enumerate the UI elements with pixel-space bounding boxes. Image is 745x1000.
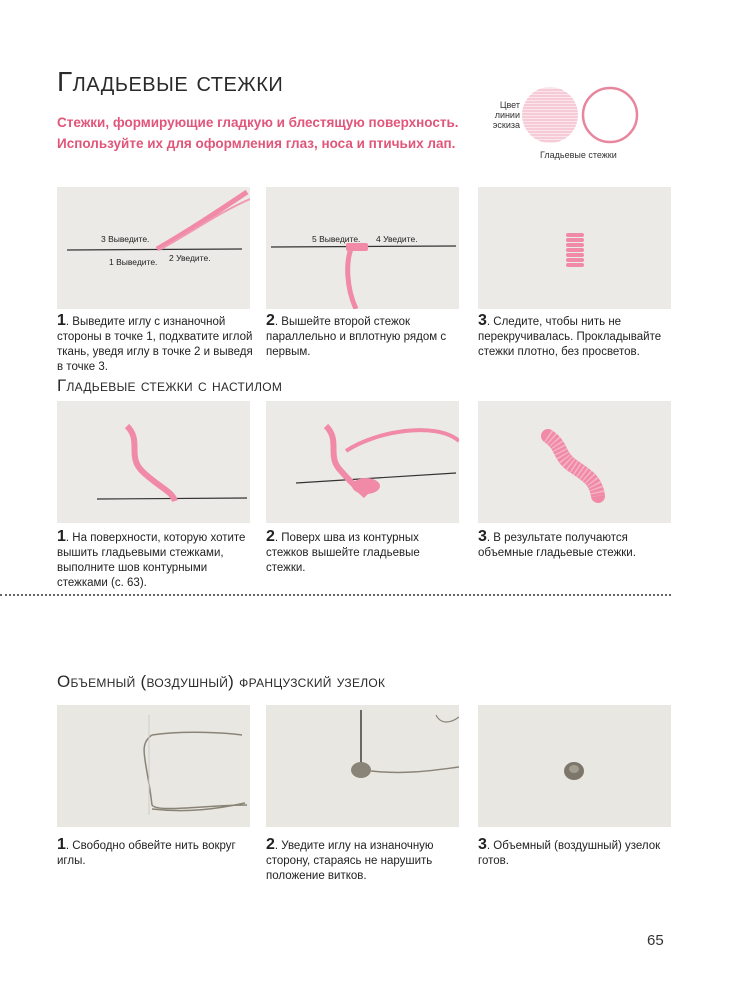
point-label: 4 Уведите.: [376, 234, 418, 244]
step-caption: 2. Поверх шва из контурных стежков вышейте гладьевые стежки.: [266, 528, 420, 574]
point-label: 5 Выведите.: [312, 234, 361, 244]
subtitle-line: Используйте их для оформления глаз, носа и птичьих лап.: [57, 136, 456, 151]
step-photo: [266, 705, 459, 827]
step-caption: 2. Уведите иглу на изнаночную сторону, стараясь не нарушить положение витков.: [266, 836, 434, 882]
hatched-circle-icon: [520, 85, 580, 145]
section-divider: [0, 594, 671, 596]
step-caption: 2. Вышейте второй стежок параллельно и вплотную рядом с первым.: [266, 312, 447, 358]
legend-label-line: Цвет: [499, 100, 520, 110]
sketch-color-legend: [470, 82, 670, 182]
point-label: 1 Выведите.: [109, 257, 158, 267]
step-photo: [478, 187, 671, 309]
page-title: Гладьевые стежки: [57, 66, 284, 97]
step-photo: [57, 187, 250, 309]
legend-caption: Гладьевые стежки: [540, 150, 617, 160]
subtitle-line: Стежки, формирующие гладкую и блестящую поверхность.: [57, 115, 459, 130]
section-heading: Гладьевые стежки с настилом: [57, 376, 283, 395]
step-caption: 3. В результате получаются объемные гладьевые стежки.: [478, 528, 636, 559]
outline-circle-icon: [583, 88, 637, 142]
legend-label-line: эскиза: [492, 120, 520, 130]
legend-label-line: линии: [494, 110, 520, 120]
step-photo: [57, 401, 250, 523]
step-photo: [478, 401, 671, 523]
page-number: 65: [647, 932, 664, 949]
step-photo: [478, 705, 671, 827]
step-photo: [57, 705, 250, 827]
step-caption: 1. Свободно обвейте нить вокруг иглы.: [57, 836, 236, 867]
knot-icon: [351, 762, 371, 778]
satin-stitch-icon: [566, 233, 584, 267]
step-caption: 1. Выведите иглу с изнаночной стороны в точке 1, подхватите иглой ткань, уведя иглу в точке 2 и выведя в точке 3.: [57, 312, 253, 373]
point-label: 3 Выведите.: [101, 234, 150, 244]
section-heading: Объемный (воздушный) французский узелок: [57, 672, 386, 691]
step-caption: 3. Следите, чтобы нить не перекручивалась. Прокладывайте стежки плотно, без просветов.: [478, 312, 662, 358]
subtitle: [57, 112, 459, 154]
step-caption: 1. На поверхности, которую хотите вышить гладьевыми стежками, выполните шов контурными стежками (с. 63).: [57, 528, 246, 589]
point-label: 2 Уведите.: [169, 253, 211, 263]
step-photo: [266, 187, 459, 309]
step-photo: [266, 401, 459, 523]
step-caption: 3. Объемный (воздушный) узелок готов.: [478, 836, 661, 867]
legend-circles: [470, 82, 670, 152]
